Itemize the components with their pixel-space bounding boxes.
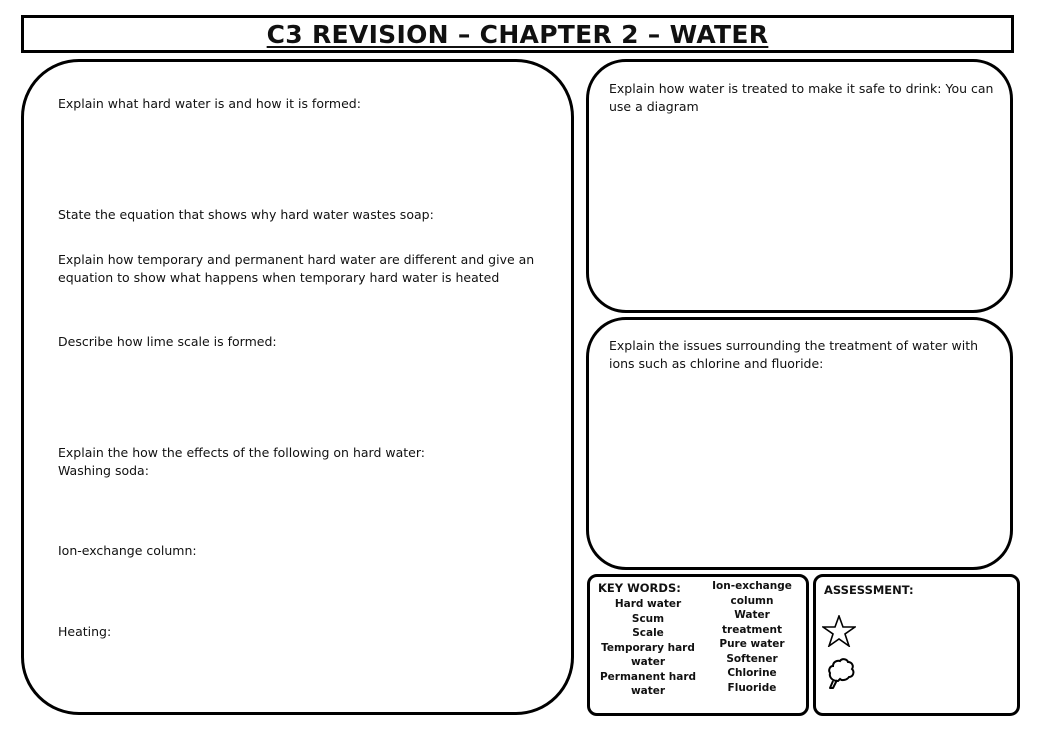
- key-word: water: [630, 685, 666, 697]
- key-word: Pure water: [719, 638, 785, 650]
- star-icon: [822, 615, 856, 647]
- question-soap-equation: State the equation that shows why hard water wastes soap:: [58, 207, 434, 222]
- ion-issues-panel: [586, 317, 1013, 570]
- question-washing-soda: Washing soda:: [58, 463, 149, 478]
- key-word: water: [630, 656, 666, 668]
- key-word: column: [730, 594, 774, 607]
- key-word: Scum: [631, 612, 665, 625]
- key-word: treatment: [722, 623, 782, 636]
- question-effects: Explain the how the effects of the following on hard water:: [58, 445, 425, 460]
- assessment-heading: ASSESSMENT:: [824, 583, 914, 597]
- brain-icon: [826, 657, 856, 691]
- main-questions-panel: [21, 59, 574, 715]
- key-word: Permanent hard: [599, 670, 697, 683]
- question-lime-scale: Describe how lime scale is formed:: [58, 334, 277, 349]
- question-heating: Heating:: [58, 624, 112, 639]
- key-word: Temporary hard: [601, 641, 695, 654]
- page-title: C3 REVISION – CHAPTER 2 – WATER: [266, 19, 769, 49]
- key-words-column-1: [596, 597, 700, 699]
- question-temporary-permanent-line2: equation to show what happens when temporary hard water is heated: [58, 270, 500, 285]
- key-word: Hard water: [614, 598, 682, 610]
- key-words-column-2: [702, 579, 802, 695]
- key-words-heading: KEY WORDS:: [598, 581, 681, 595]
- key-word: Softener: [726, 652, 778, 665]
- water-treatment-panel: [586, 59, 1013, 313]
- title-banner: [21, 15, 1014, 53]
- key-word: Scale: [632, 627, 664, 639]
- key-words-panel: [587, 574, 809, 716]
- key-word: Fluoride: [727, 681, 777, 694]
- key-word: Chlorine: [727, 667, 777, 679]
- question-ion-exchange: Ion-exchange column:: [58, 543, 197, 558]
- key-word: Water: [734, 609, 770, 621]
- question-ion-issues: Explain the issues surrounding the treatment of water with ions such as chlorine and fluoride:: [609, 338, 979, 371]
- key-word: Ion-exchange: [712, 580, 792, 592]
- question-water-treatment: Explain how water is treated to make it safe to drink: You can use a diagram: [609, 81, 994, 114]
- assessment-panel: [813, 574, 1020, 716]
- question-temporary-permanent-line1: Explain how temporary and permanent hard water are different and give an: [58, 252, 535, 267]
- question-hard-water: Explain what hard water is and how it is formed:: [58, 96, 361, 111]
